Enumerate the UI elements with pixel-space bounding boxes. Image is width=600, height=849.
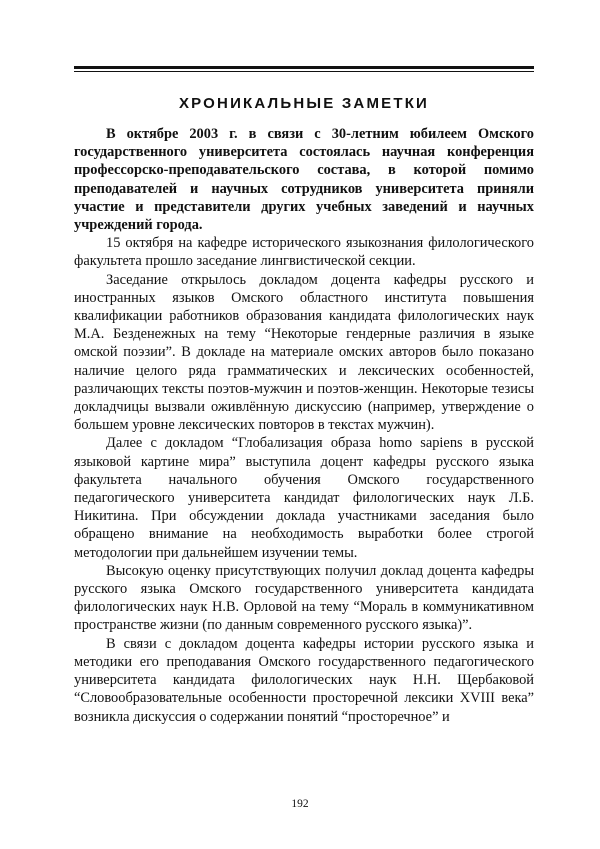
lead-paragraph: В октябре 2003 г. в связи с 30-летним юбилеем Омского государственного университета состоялась научная конференция профессорско-преподавательского состава, в которой помимо преподавателей и научных сотрудников университета приняли участие и представители других учебных заведений и научных учреждений города. xyxy=(74,126,534,234)
body-paragraph-3: Далее с докладом “Глобализация образа homo sapiens в русской языковой картине мира” выступила доцент кафедры русского языка факультета начального обучения Омского государственного педагогического университета кандидат филологических наук Л.Б. Никитина. При обсуждении доклада участниками заседания было обращено внимание на необходимость выработки более строгой методологии при дальнейшем изучении темы. xyxy=(74,435,534,561)
body-paragraph-4: Высокую оценку присутствующих получил доклад доцента кафедры русского языка Омского государственного университета кандидата филологических наук Н.В. Орловой на тему “Мораль в коммуникативном пространстве жизни (по данным современного русского языка)”. xyxy=(74,562,534,634)
body-paragraph-5: В связи с докладом доцента кафедры истории русского языка и методики его преподавания Омского государственного педагогического университета кандидата филологических наук Н.Н. Щербаковой “Словообразовательные особенности просторечной лексики XVIII века” возникла дискуссия о содержании понятий “просторечное” и xyxy=(74,635,534,725)
section-title: ХРОНИКАЛЬНЫЕ ЗАМЕТКИ xyxy=(178,95,430,112)
header-rule-thick xyxy=(74,66,534,69)
article-body xyxy=(74,125,534,726)
body-paragraph-1: 15 октября на кафедре исторического языкознания филологического факультета прошло заседание лингвистической секции. xyxy=(74,235,534,270)
header-rule-thin xyxy=(74,71,534,72)
body-paragraph-2: Заседание открылось докладом доцента кафедры русского и иностранных языков Омского областного института повышения квалификации работников образования кандидата филологических наук М.А. Безденежных на тему “Некоторые гендерные различия в языке омской поэзии”. В докладе на материале омских авторов было показано наличие целого ряда грамматических и лексических особенностей, различающих тексты поэтов-мужчин и поэтов-женщин. Некоторые тезисы докладчицы вызвали оживлённую дискуссию (например, утверждение о большем уровне лексических повторов в текстах мужчин). xyxy=(74,271,534,434)
page-number: 192 xyxy=(291,798,309,810)
